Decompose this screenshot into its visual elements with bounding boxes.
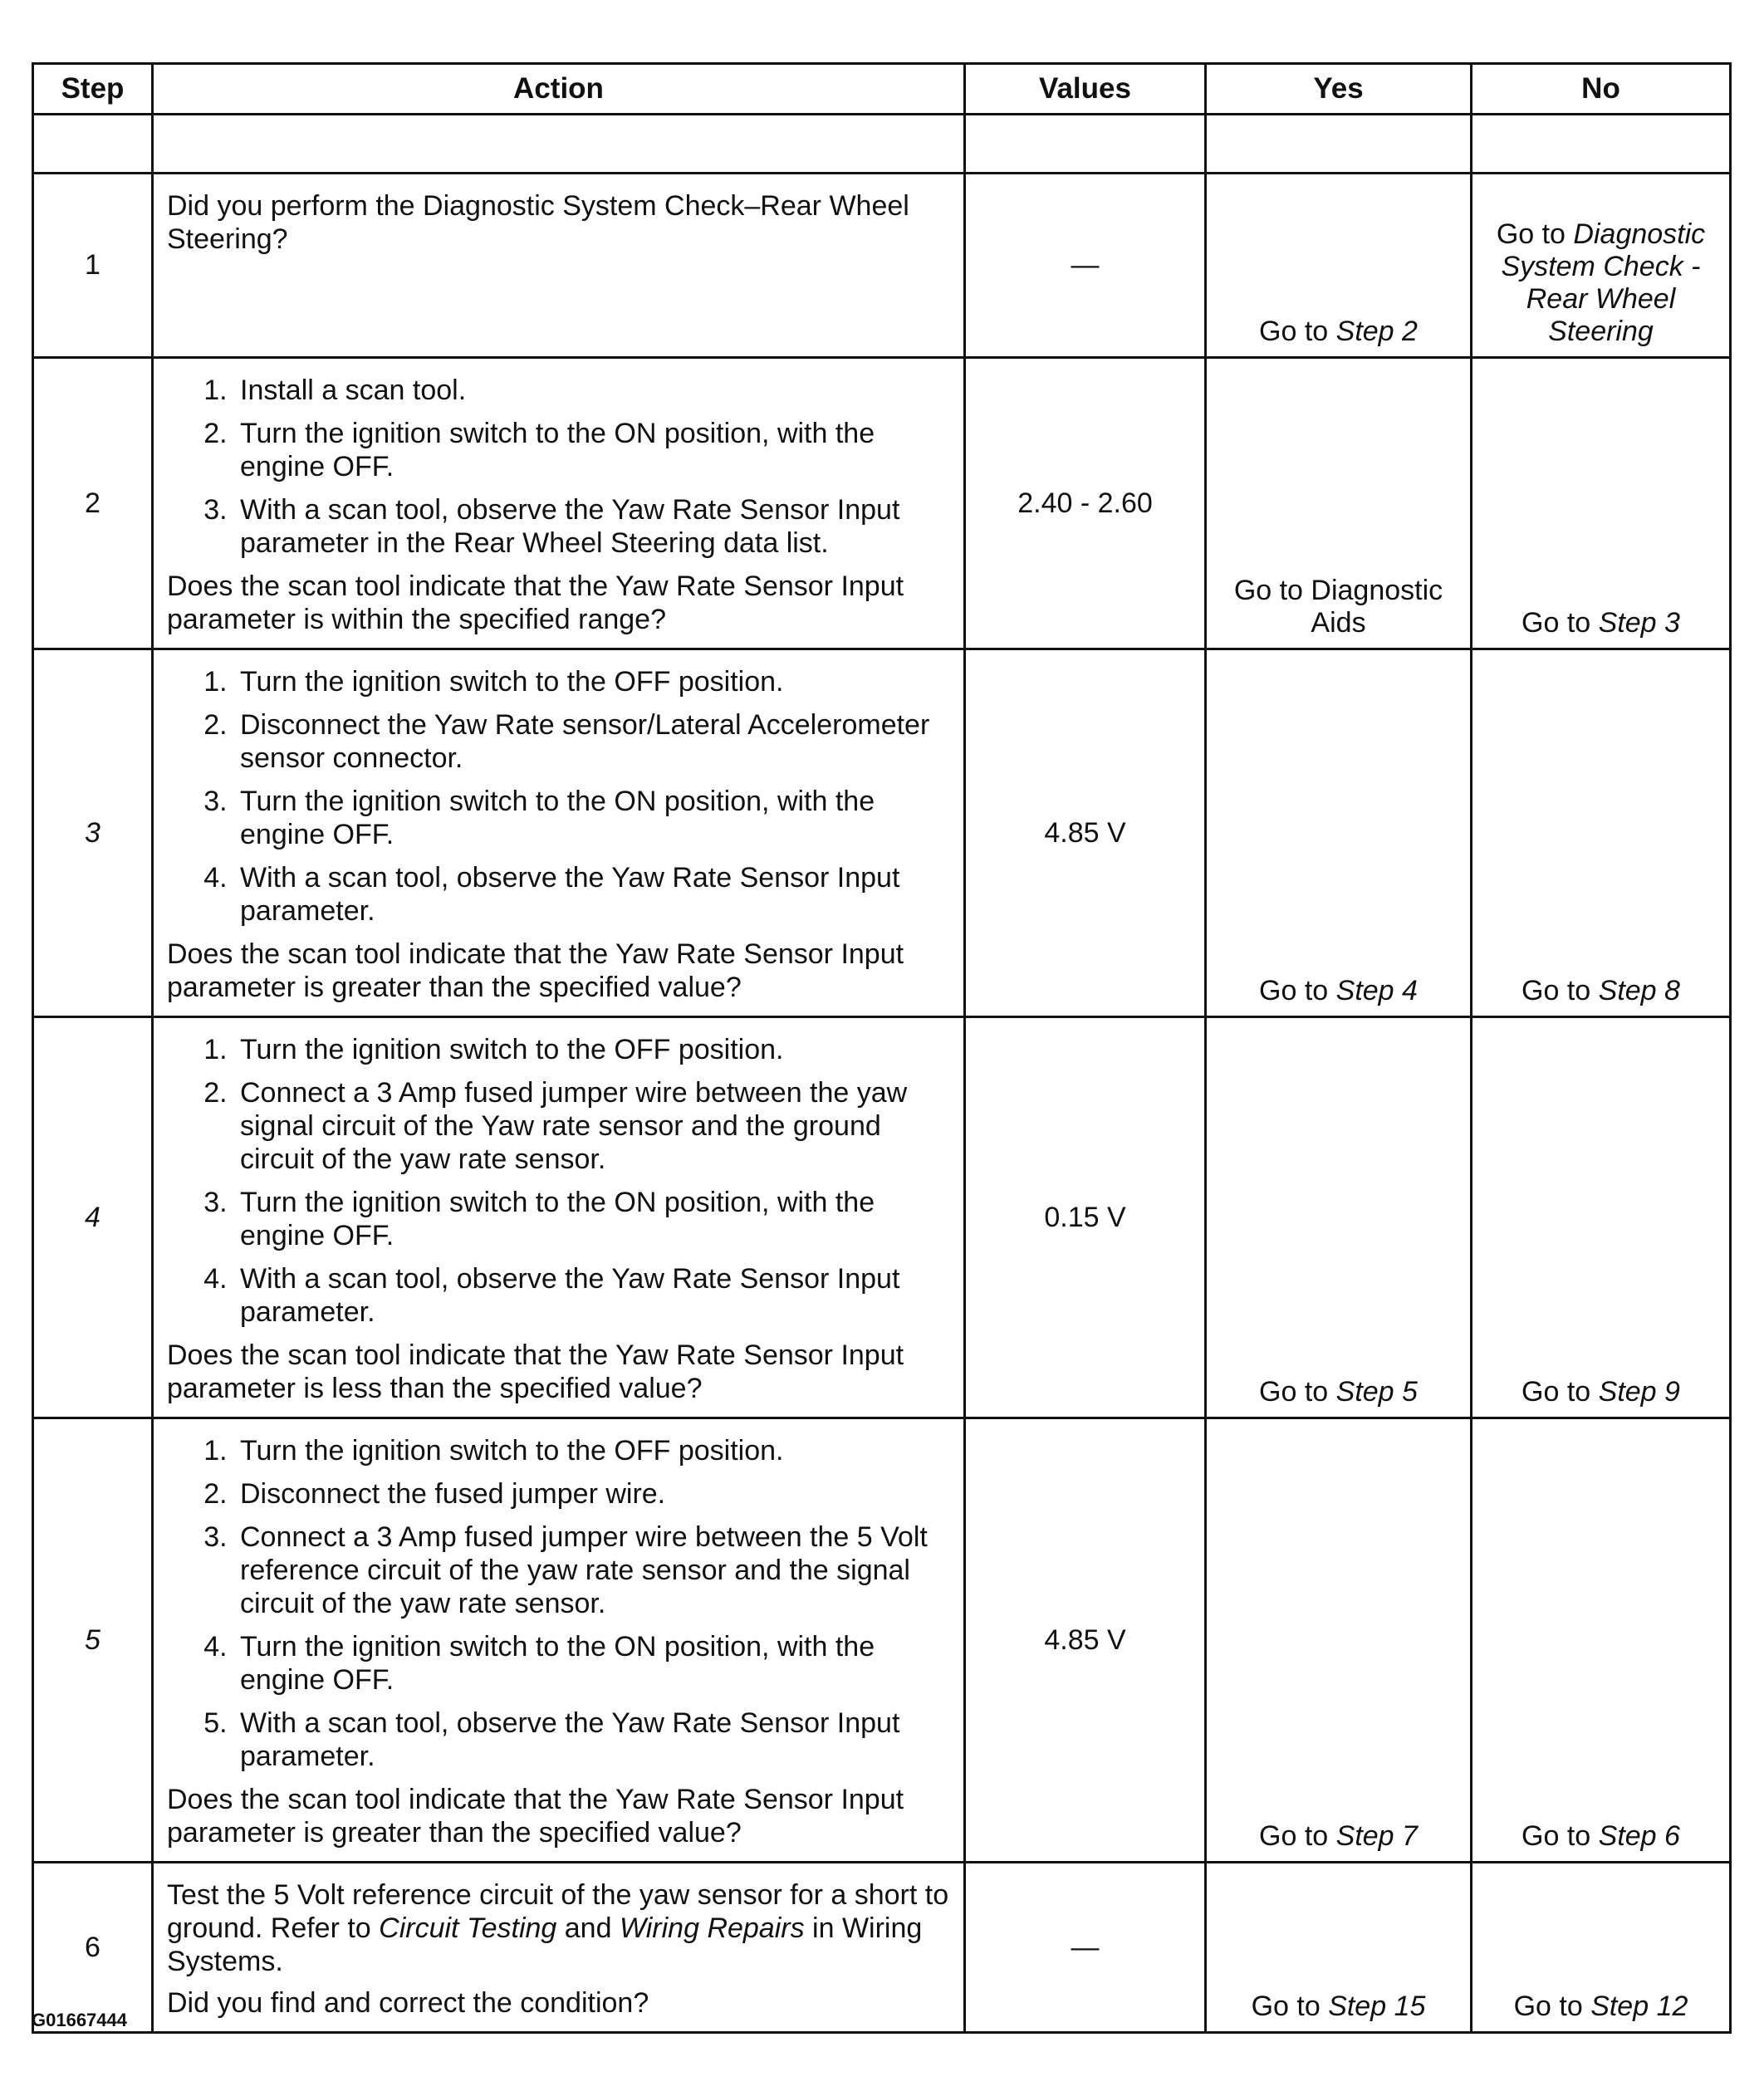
no-cell: Go to Step 8 [1472,649,1731,1017]
table-row [33,1017,1731,1418]
yes-link[interactable]: Step 2 [1335,316,1418,347]
action-steps [167,1434,952,1773]
action-step: 4. Turn the ignition switch to the ON position, with the engine OFF. [235,1630,952,1697]
table-row [33,649,1731,1017]
no-cell: Go to Step 12 [1472,1863,1731,2033]
action-question: Does the scan tool indicate that the Yaw Rate Sensor Input parameter is greater than the specified value? [167,938,904,1003]
action-step: 1. Turn the ignition switch to the OFF position. [235,665,952,698]
yes-cell: Go to Step 7 [1206,1418,1472,1863]
action-step: 1. Turn the ignition switch to the OFF position. [235,1434,952,1467]
action-step: 2. Disconnect the Yaw Rate sensor/Lateral Accelerometer sensor connector. [235,708,952,775]
values-cell: — [965,174,1206,358]
no-link[interactable]: Step 9 [1598,1376,1680,1408]
action-steps [167,374,952,560]
yes-cell: Go to Step 4 [1206,649,1472,1017]
yes-cell: Go to Step 5 [1206,1017,1472,1418]
action-steps [167,1033,952,1329]
values-cell: 2.40 - 2.60 [965,358,1206,649]
step-number: 5 [33,1418,153,1863]
action-instruction: Test the 5 Volt reference circuit of the yaw sensor for a short to ground. Refer to Circuit Testing and Wiring Repairs in Wiring Systems. [167,1879,949,1977]
no-cell: Go to Diagnostic System Check - Rear Wheel Steering [1472,174,1731,358]
action-step: 4. With a scan tool, observe the Yaw Rate Sensor Input parameter. [235,861,952,928]
table-row [33,1418,1731,1863]
yes-link[interactable]: Step 4 [1335,975,1418,1006]
step-number: 2 [33,358,153,649]
action-cell [153,1017,965,1418]
no-link[interactable]: Step 6 [1598,1820,1680,1852]
diagnostic-table [32,62,1732,2034]
action-step: 2. Turn the ignition switch to the ON position, with the engine OFF. [235,417,952,483]
table-row [33,358,1731,649]
no-cell: Go to Step 6 [1472,1418,1731,1863]
spacer-row [33,115,1731,174]
action-question: Did you find and correct the condition? [167,1987,649,2019]
no-link[interactable]: Step 3 [1598,607,1680,639]
step-number: 6 [33,1863,153,2033]
header-step: Step [33,64,153,115]
action-cell [153,1863,965,2033]
no-cell: Go to Step 9 [1472,1017,1731,1418]
no-link[interactable]: Diagnostic System Check - Rear Wheel Steering [1501,218,1706,347]
yes-link[interactable]: Step 5 [1335,1376,1418,1408]
action-step: 3. Turn the ignition switch to the ON position, with the engine OFF. [235,1186,952,1252]
header-action: Action [153,64,965,115]
action-cell [153,649,965,1017]
values-cell: 4.85 V [965,1418,1206,1863]
table-row [33,174,1731,358]
action-question: Did you perform the Diagnostic System Check–Rear Wheel Steering? [167,190,909,255]
yes-cell: Go to Step 15 [1206,1863,1472,2033]
no-cell: Go to Step 3 [1472,358,1731,649]
action-step: 5. With a scan tool, observe the Yaw Rate Sensor Input parameter. [235,1707,952,1773]
values-cell: 0.15 V [965,1017,1206,1418]
yes-cell [1206,358,1472,649]
step-number: 1 [33,174,153,358]
header-values: Values [965,64,1206,115]
yes-link[interactable]: Step 7 [1335,1820,1418,1852]
action-step: 1. Turn the ignition switch to the OFF position. [235,1033,952,1066]
action-step: 3. Turn the ignition switch to the ON position, with the engine OFF. [235,785,952,851]
no-link[interactable]: Step 12 [1590,1991,1688,2022]
header-yes: Yes [1206,64,1472,115]
figure-id: G01667444 [32,2010,127,2030]
action-step: 3. Connect a 3 Amp fused jumper wire between the 5 Volt reference circuit of the yaw rate sensor and the signal circuit of the yaw rate sensor. [235,1521,952,1620]
no-link[interactable]: Step 8 [1598,975,1680,1006]
action-cell [153,1418,965,1863]
table-row [33,1863,1731,2033]
action-cell [153,358,965,649]
yes-cell: Go to Step 2 [1206,174,1472,358]
action-step: 4. With a scan tool, observe the Yaw Rate Sensor Input parameter. [235,1262,952,1329]
header-no: No [1472,64,1731,115]
yes-link[interactable]: Step 15 [1328,1991,1426,2022]
action-question: Does the scan tool indicate that the Yaw Rate Sensor Input parameter is less than the specified value? [167,1339,904,1404]
action-question: Does the scan tool indicate that the Yaw Rate Sensor Input parameter is within the specified range? [167,570,904,635]
action-steps [167,665,952,928]
step-number: 4 [33,1017,153,1418]
circuit-testing-link[interactable]: Circuit Testing [379,1912,557,1944]
values-cell: 4.85 V [965,649,1206,1017]
action-step: 2. Connect a 3 Amp fused jumper wire between the yaw signal circuit of the Yaw rate sensor and the ground circuit of the yaw rate sensor. [235,1076,952,1176]
action-question: Does the scan tool indicate that the Yaw Rate Sensor Input parameter is greater than the specified value? [167,1784,904,1849]
yes-link[interactable]: Go to Diagnostic Aids [1233,575,1443,639]
action-step: 2. Disconnect the fused jumper wire. [235,1477,952,1511]
action-cell [153,174,965,358]
action-step: 3. With a scan tool, observe the Yaw Rate Sensor Input parameter in the Rear Wheel Steering data list. [235,493,952,560]
action-step: 1. Install a scan tool. [235,374,952,407]
step-number: 3 [33,649,153,1017]
values-cell: — [965,1863,1206,2033]
wiring-repairs-link[interactable]: Wiring Repairs [619,1912,805,1944]
table-header-row [33,64,1731,115]
